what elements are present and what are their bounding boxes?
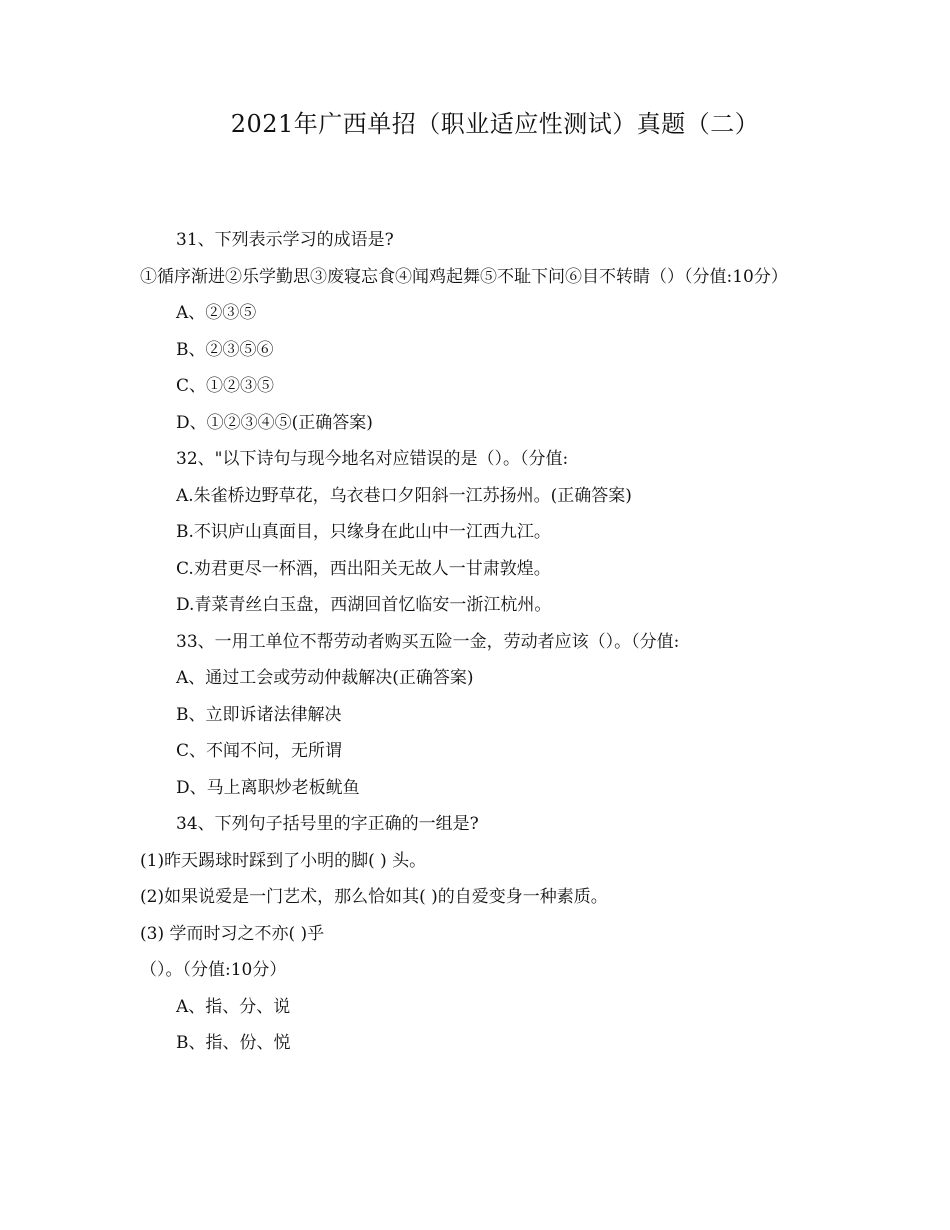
question-34-sub-2: (2)如果说爱是一门艺术，那么恰如其( )的自爱变身一种素质。 xyxy=(140,887,608,907)
question-33-option-d: D、马上离职炒老板鱿鱼 xyxy=(176,777,360,798)
question-34-sub-1: (1)昨天踢球时踩到了小明的脚( ) 头。 xyxy=(140,850,427,871)
question-32-stem: 32、"以下诗句与现今地名对应错误的是（）。（分值: xyxy=(176,449,569,469)
question-31-option-b: B、②③⑤⑥ xyxy=(176,339,274,360)
question-31-option-d: D、①②③④⑤(正确答案) xyxy=(176,412,373,433)
document-title: 2021年广西单招（职业适应性测试）真题（二） xyxy=(230,110,760,138)
question-32-option-b: B.不识庐山真面目，只缘身在此山中一江西九江。 xyxy=(176,522,551,542)
question-33-option-a: A、通过工会或劳动仲裁解决(正确答案) xyxy=(176,668,474,688)
question-34-option-b: B、指、份、悦 xyxy=(176,1033,291,1053)
question-34-sub-3: (3) 学而时习之不亦( )乎 xyxy=(140,923,325,944)
question-31-stem: 31、下列表示学习的成语是? xyxy=(176,230,394,250)
document-body xyxy=(140,222,800,1062)
question-32-option-a: A.朱雀桥边野草花，乌衣巷口夕阳斜一江苏扬州。(正确答案) xyxy=(176,485,632,506)
question-33-stem: 33、一用工单位不帮劳动者购买五险一金，劳动者应该（）。（分值: xyxy=(176,631,680,652)
question-34-sub-4: （）。（分值:10分） xyxy=(140,960,287,980)
question-33-option-b: B、立即诉诸法律解决 xyxy=(176,704,342,725)
question-32-option-c: C.劝君更尽一杯酒，西出阳关无故人一甘肃敦煌。 xyxy=(176,558,551,579)
question-33-option-c: C、不闻不问，无所谓 xyxy=(176,741,343,761)
question-31-option-a: A、②③⑤ xyxy=(176,303,257,323)
question-34-option-a: A、指、分、说 xyxy=(176,996,291,1017)
question-31-option-c: C、①②③⑤ xyxy=(176,376,275,396)
question-31-body: ①循序渐进②乐学勤思③废寝忘食④闻鸡起舞⑤不耻下问⑥目不转睛（）（分值:10分） xyxy=(140,266,788,287)
question-32-option-d: D.青菜青丝白玉盘，西湖回首忆临安一浙江杭州。 xyxy=(176,595,552,615)
question-34-stem: 34、下列句子括号里的字正确的一组是? xyxy=(176,814,479,834)
